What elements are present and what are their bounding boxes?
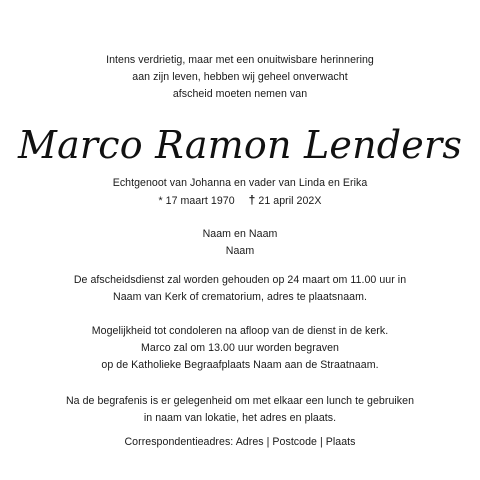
cross-icon: †: [248, 193, 256, 207]
reception-line: Na de begrafenis is er gelegenheid om met elkaar een lunch te gebruiken: [65, 395, 415, 407]
family-line: Naam en Naam: [202, 228, 278, 240]
condolence-text: [0, 323, 480, 374]
intro-line: afscheid moeten nemen van: [172, 88, 308, 100]
dates-line: [0, 192, 480, 209]
reception-text: [0, 393, 480, 427]
birth-date: * 17 maart 1970: [158, 195, 235, 207]
correspondence-line: Correspondentieadres: Adres | Postcode | Plaats: [124, 436, 356, 448]
intro-line: aan zijn leven, hebben wij geheel onverwacht: [132, 71, 348, 83]
death-date: 21 april 202X: [258, 195, 322, 207]
correspondence-address: [0, 434, 480, 451]
intro-text: [0, 52, 480, 103]
relation-text: [0, 175, 480, 192]
service-text: [0, 272, 480, 306]
condolence-line: Marco zal om 13.00 uur worden begraven: [141, 342, 339, 354]
intro-line: Intens verdrietig, maar met een onuitwisbare herinnering: [106, 54, 374, 66]
condolence-line: Mogelijkheid tot condoleren na afloop van de dienst in de kerk.: [91, 325, 389, 337]
service-line: De afscheidsdienst zal worden gehouden op 24 maart om 11.00 uur in: [73, 274, 407, 286]
condolence-line: op de Katholieke Begraafplaats Naam aan de Straatnaam.: [101, 359, 379, 371]
reception-line: in naam van lokatie, het adres en plaats.: [143, 412, 337, 424]
service-line: Naam van Kerk of crematorium, adres te plaatsnaam.: [113, 291, 367, 303]
family-line: Naam: [225, 245, 255, 257]
deceased-name: Marco Ramon Lenders: [17, 123, 463, 167]
family-names: [0, 226, 480, 260]
relation-line: Echtgenoot van Johanna en vader van Linda en Erika: [112, 177, 368, 189]
life-dates: [0, 192, 480, 209]
